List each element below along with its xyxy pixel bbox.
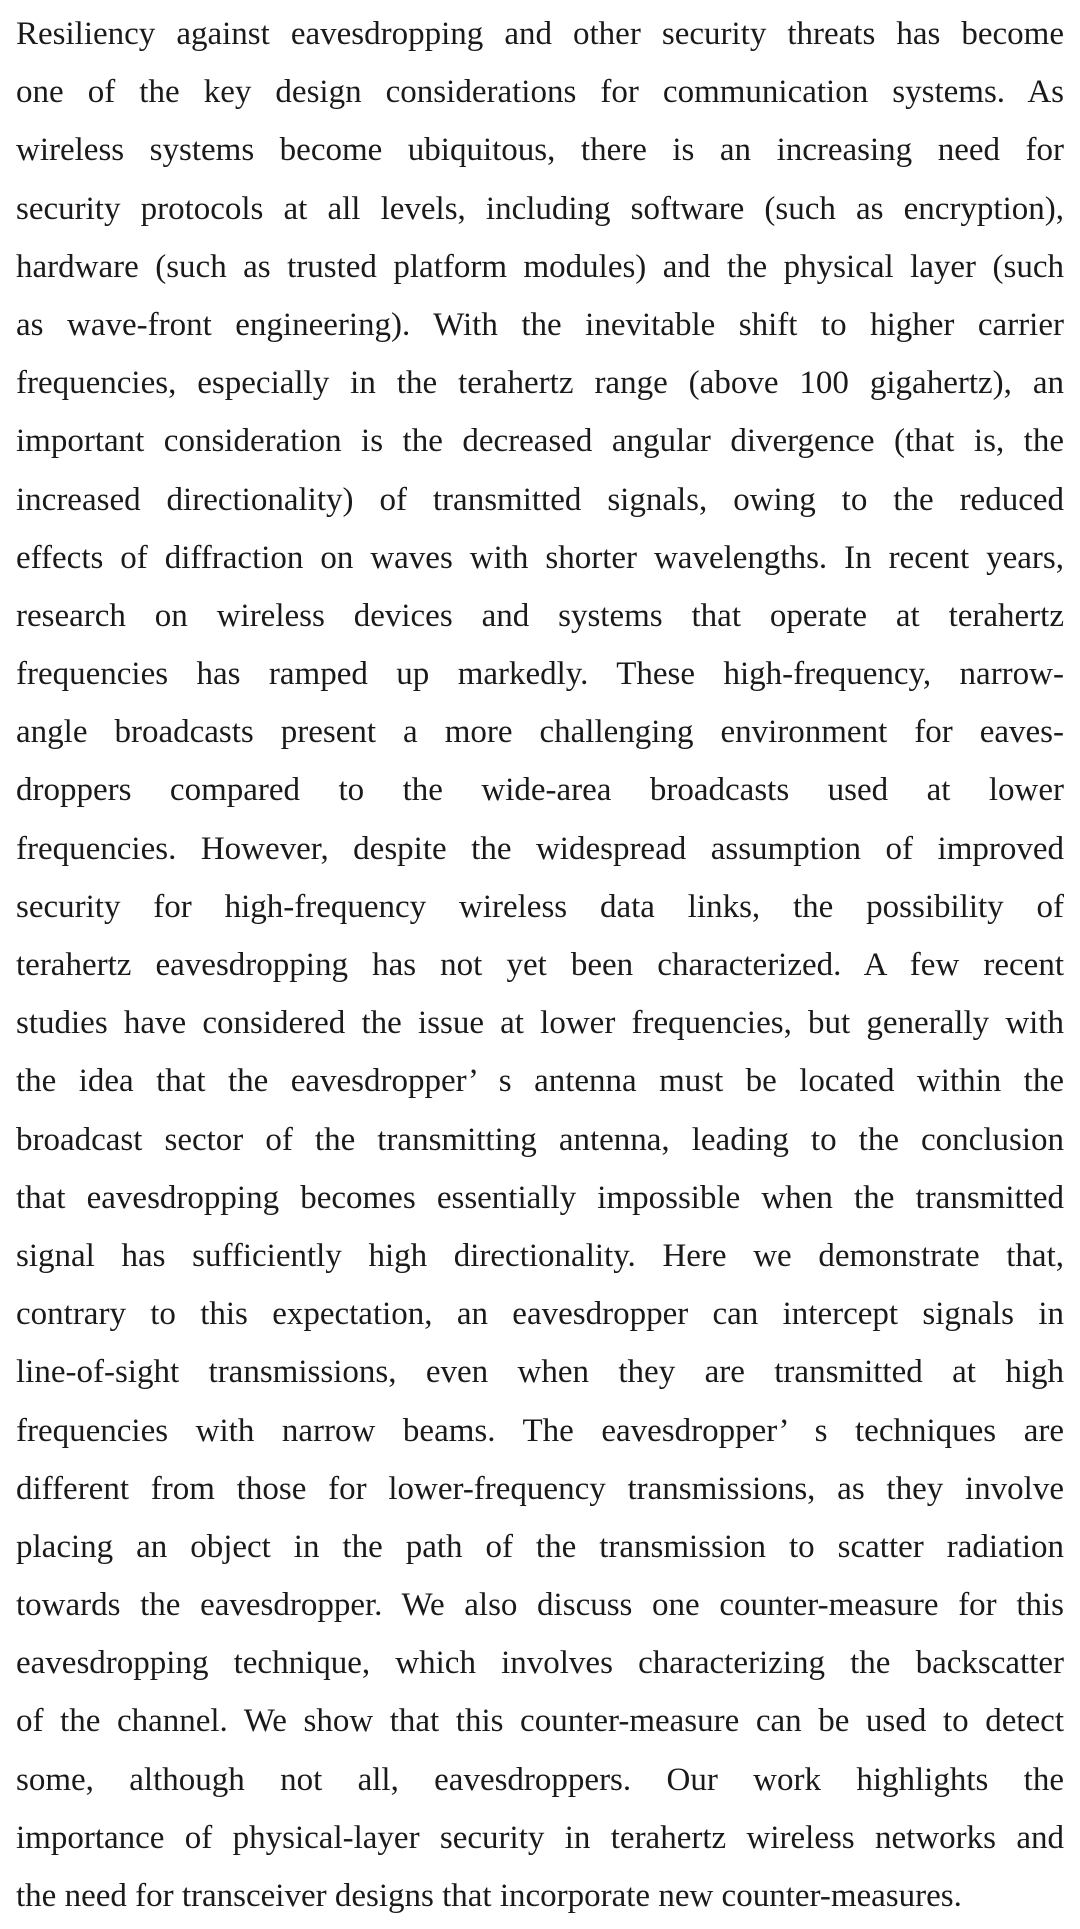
text-line: security protocols at all levels, including software (such as encryption), [16,190,1064,227]
text-line: one of the key design considerations for communication systems. As [16,74,1064,111]
text-line: effects of diffraction on waves with shorter wavelengths. In recent years, [16,539,1064,576]
text-line: droppers compared to the wide-area broadcasts used at lower [16,772,1064,809]
text-line: Resiliency against eavesdropping and other security threats has become [16,16,1064,52]
text-line: eavesdropping technique, which involves characterizing the backscatter [16,1645,1064,1682]
text-line: contrary to this expectation, an eavesdropper can intercept signals in [16,1296,1064,1333]
text-line: broadcast sector of the transmitting antenna, leading to the conclusion [16,1121,1064,1158]
text-line: security for high-frequency wireless data links, the possibility of [16,888,1064,925]
text-line: frequencies, especially in the terahertz range (above 100 gigahertz), an [16,365,1064,402]
text-line: different from those for lower-frequency transmissions, as they involve [16,1470,1064,1507]
text-line: importance of physical-layer security in terahertz wireless networks and [16,1819,1064,1856]
text-line: the idea that the eavesdropper’ s antenna must be located within the [16,1063,1064,1100]
text-line: increased directionality) of transmitted signals, owing to the reduced [16,481,1064,518]
text-line: signal has sufficiently high directionality. Here we demonstrate that, [16,1237,1064,1274]
text-line: the need for transceiver designs that incorporate new counter-measures. [16,1878,962,1914]
text-line: wireless systems become ubiquitous, there is an increasing need for [16,132,1064,169]
text-line: research on wireless devices and systems that operate at terahertz [16,597,1064,634]
text-line: terahertz eavesdropping has not yet been characterized. A few recent [16,947,1064,983]
text-line: frequencies. However, despite the widespread assumption of improved [16,830,1064,867]
text-line: angle broadcasts present a more challenging environment for eaves- [16,714,1064,751]
text-line: studies have considered the issue at lower frequencies, but generally with [16,1005,1064,1042]
text-line: frequencies has ramped up markedly. These high-frequency, narrow- [16,656,1064,693]
text-line: frequencies with narrow beams. The eavesdropper’ s techniques are [16,1412,1064,1449]
text-line: some, although not all, eavesdroppers. Our work highlights the [16,1761,1064,1798]
text-line: towards the eavesdropper. We also discuss one counter-measure for this [16,1587,1064,1624]
text-line: line-of-sight transmissions, even when they are transmitted at high [16,1354,1064,1391]
text-line: that eavesdropping becomes essentially impossible when the transmitted [16,1179,1064,1216]
text-line: of the channel. We show that this counter-measure can be used to detect [16,1703,1064,1740]
text-line: placing an object in the path of the transmission to scatter radiation [16,1528,1064,1565]
text-line: hardware (such as trusted platform modules) and the physical layer (such [16,248,1064,285]
text-line: as wave-front engineering). With the inevitable shift to higher carrier [16,306,1064,343]
abstract-paragraph [16,5,1064,1925]
text-line: important consideration is the decreased angular divergence (that is, the [16,423,1064,460]
